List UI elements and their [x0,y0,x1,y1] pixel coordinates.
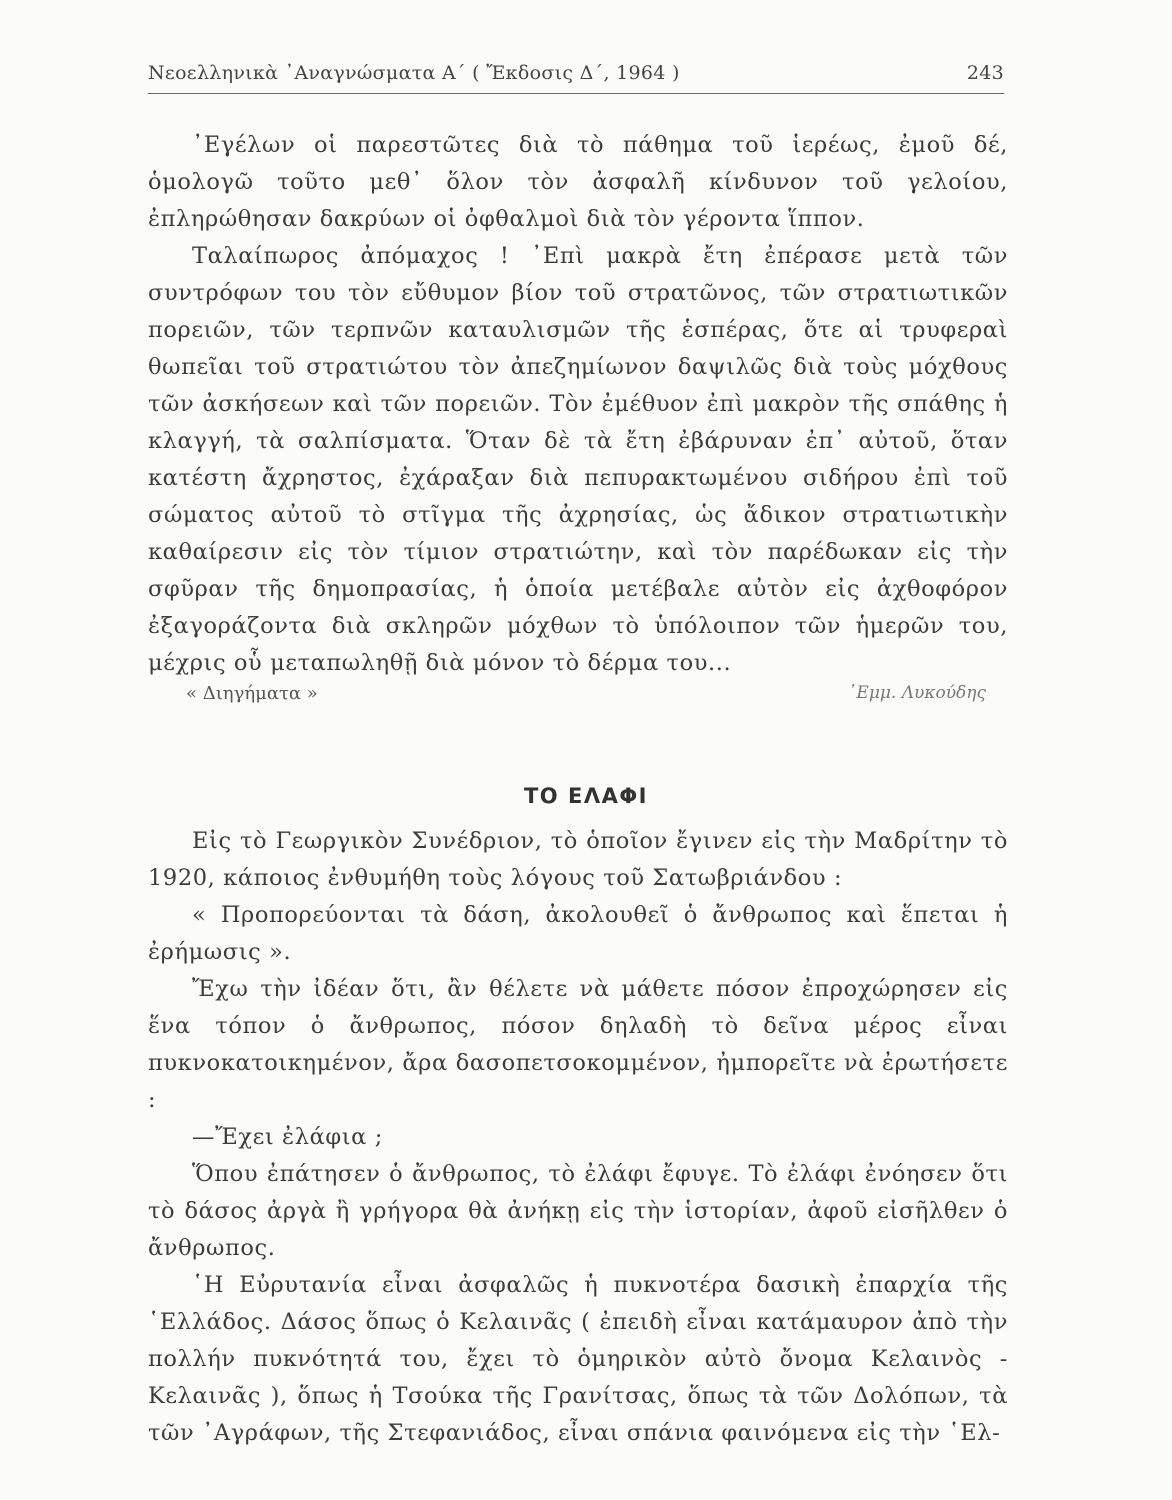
paragraph: Εἰς τὸ Γεωργικὸν Συνέδριον, τὸ ὁποῖον ἔγινεν εἰς τὴν Μαδρίτην τὸ 1920, κάποιος ἐνθυμήθη τοὺς λόγους τοῦ Σατωβριάνδου : [148,828,1008,891]
excerpt-text [148,127,1008,682]
paragraph: ᾿Εγέλων οἱ παρεστῶτες διὰ τὸ πάθημα τοῦ ἱερέως, ἐμοῦ δέ, ὁμολογῶ τοῦτο μεθ᾿ ὅλον τὸν ἀσφαλῆ κίνδυνον τοῦ γελοίου, ἐπληρώθησαν δακρύων οἱ ὀφθαλμοὶ διὰ τὸν γέροντα ἵππον. [148,132,1008,232]
running-header [148,58,1004,92]
author-name: ᾿Εμμ. Λυκούδης [847,683,986,703]
section-text [148,823,1008,1452]
paragraph: —Ἔχει ἐλάφια ; [192,1124,383,1150]
paragraph: ῾Η Εὐρυτανία εἶναι ἀσφαλῶς ἡ πυκνοτέρα δασικὴ ἐπαρχία τῆς ῾Ελλάδος. Δάσος ὅπως ὁ Κελαινᾶς ( ἐπειδὴ εἶναι κατάμαυρον ἀπὸ τὴν πολλήν πυκνότητά του, ἔχει τὸ ὁμηρικὸν αὐτὸ ὄνομα Κελαινὸς - Κελαινᾶς ), ὅπως ἡ Τσούκα τῆς Γρανίτσας, ὅπως τὰ τῶν Δολόπων, τὰ τῶν ᾿Αγράφων, τῆς Στεφανιάδος, εἶναι σπάνια φαινόμενα εἰς τὴν ῾Ελ- [148,1272,1008,1446]
paragraph: Ταλαίπωρος ἀπόμαχος ! ᾿Επὶ μακρὰ ἔτη ἐπέρασε μετὰ τῶν συντρόφων του τὸν εὔθυμον βίον τοῦ στρατῶνος, τῶν στρατιωτικῶν πορειῶν, τῶν τερπνῶν καταυλισμῶν τῆς ἑσπέρας, ὅτε αἱ τρυφεραὶ θωπεῖαι τοῦ στρατιώτου τὸν ἀπεζημίωνον δαψιλῶς διὰ τοὺς μόχθους τῶν ἀσκήσεων καὶ τῶν πορειῶν. Τὸν ἐμέθυον ἐπὶ μακρὸν τῆς σπάθης ἡ κλαγγή, τὰ σαλπίσματα. Ὅταν δὲ τὰ ἔτη ἐβάρυναν ἐπ᾿ αὐτοῦ, ὅταν κατέστη ἄχρηστος, ἐχάραξαν διὰ πεπυρακτωμένου σιδήρου ἐπὶ τοῦ σώματος αὐτοῦ τὸ στῖγμα τῆς ἀχρησίας, ὡς ἄδικον στρατιωτικὴν καθαίρεσιν εἰς τὸν τίμιον στρατιώτην, καὶ τὸν παρέδωκαν εἰς τὴν σφῦραν τῆς δημοπρασίας, ἡ ὁποία μετέβαλε αὐτὸν εἰς ἀχθοφόρον ἐξαγοράζοντα διὰ σκληρῶν μόχθων τὸ ὑπόλοιπον τῶν ἡμερῶν του, μέχρις οὗ μεταπωληθῇ διὰ μόνον τὸ δέρμα του... [148,243,1008,676]
source-title: « Διηγήματα » [186,683,318,704]
page-number: 243 [966,62,1004,84]
excerpt-signature [186,683,986,717]
paragraph: « Προπορεύονται τὰ δάση, ἀκολουθεῖ ὁ ἄνθρωπος καὶ ἕπεται ἡ ἐρήμωσις ». [148,902,1008,965]
section-title: ΤΟ ΕΛΑΦΙ [523,784,648,808]
paragraph: Ἔχω τὴν ἰδέαν ὅτι, ἂν θέλετε νὰ μάθετε πόσον ἐπροχώρησεν εἰς ἕνα τόπον ὁ ἄνθρωπος, πόσον δηλαδὴ τὸ δεῖνα μέρος εἶναι πυκνοκατοικημένον, ἄρα δασοπετσοκομμένον, ἠμπορεῖτε νὰ ἐρωτήσετε : [148,976,1008,1113]
header-rule [148,93,1004,94]
paragraph: Ὅπου ἐπάτησεν ὁ ἄνθρωπος, τὸ ἐλάφι ἔφυγε. Τὸ ἐλάφι ἐνόησεν ὅτι τὸ δάσος ἀργὰ ἢ γρήγορα θὰ ἀνήκῃ εἰς τὴν ἱστορίαν, ἀφοῦ εἰσῆλθεν ὁ ἄνθρωπος. [148,1161,1008,1261]
header-title: Νεοελληνικὰ ᾿Αναγνώσματα Α΄ ( Ἔκδοσις Δ΄, 1964 ) [148,62,680,84]
